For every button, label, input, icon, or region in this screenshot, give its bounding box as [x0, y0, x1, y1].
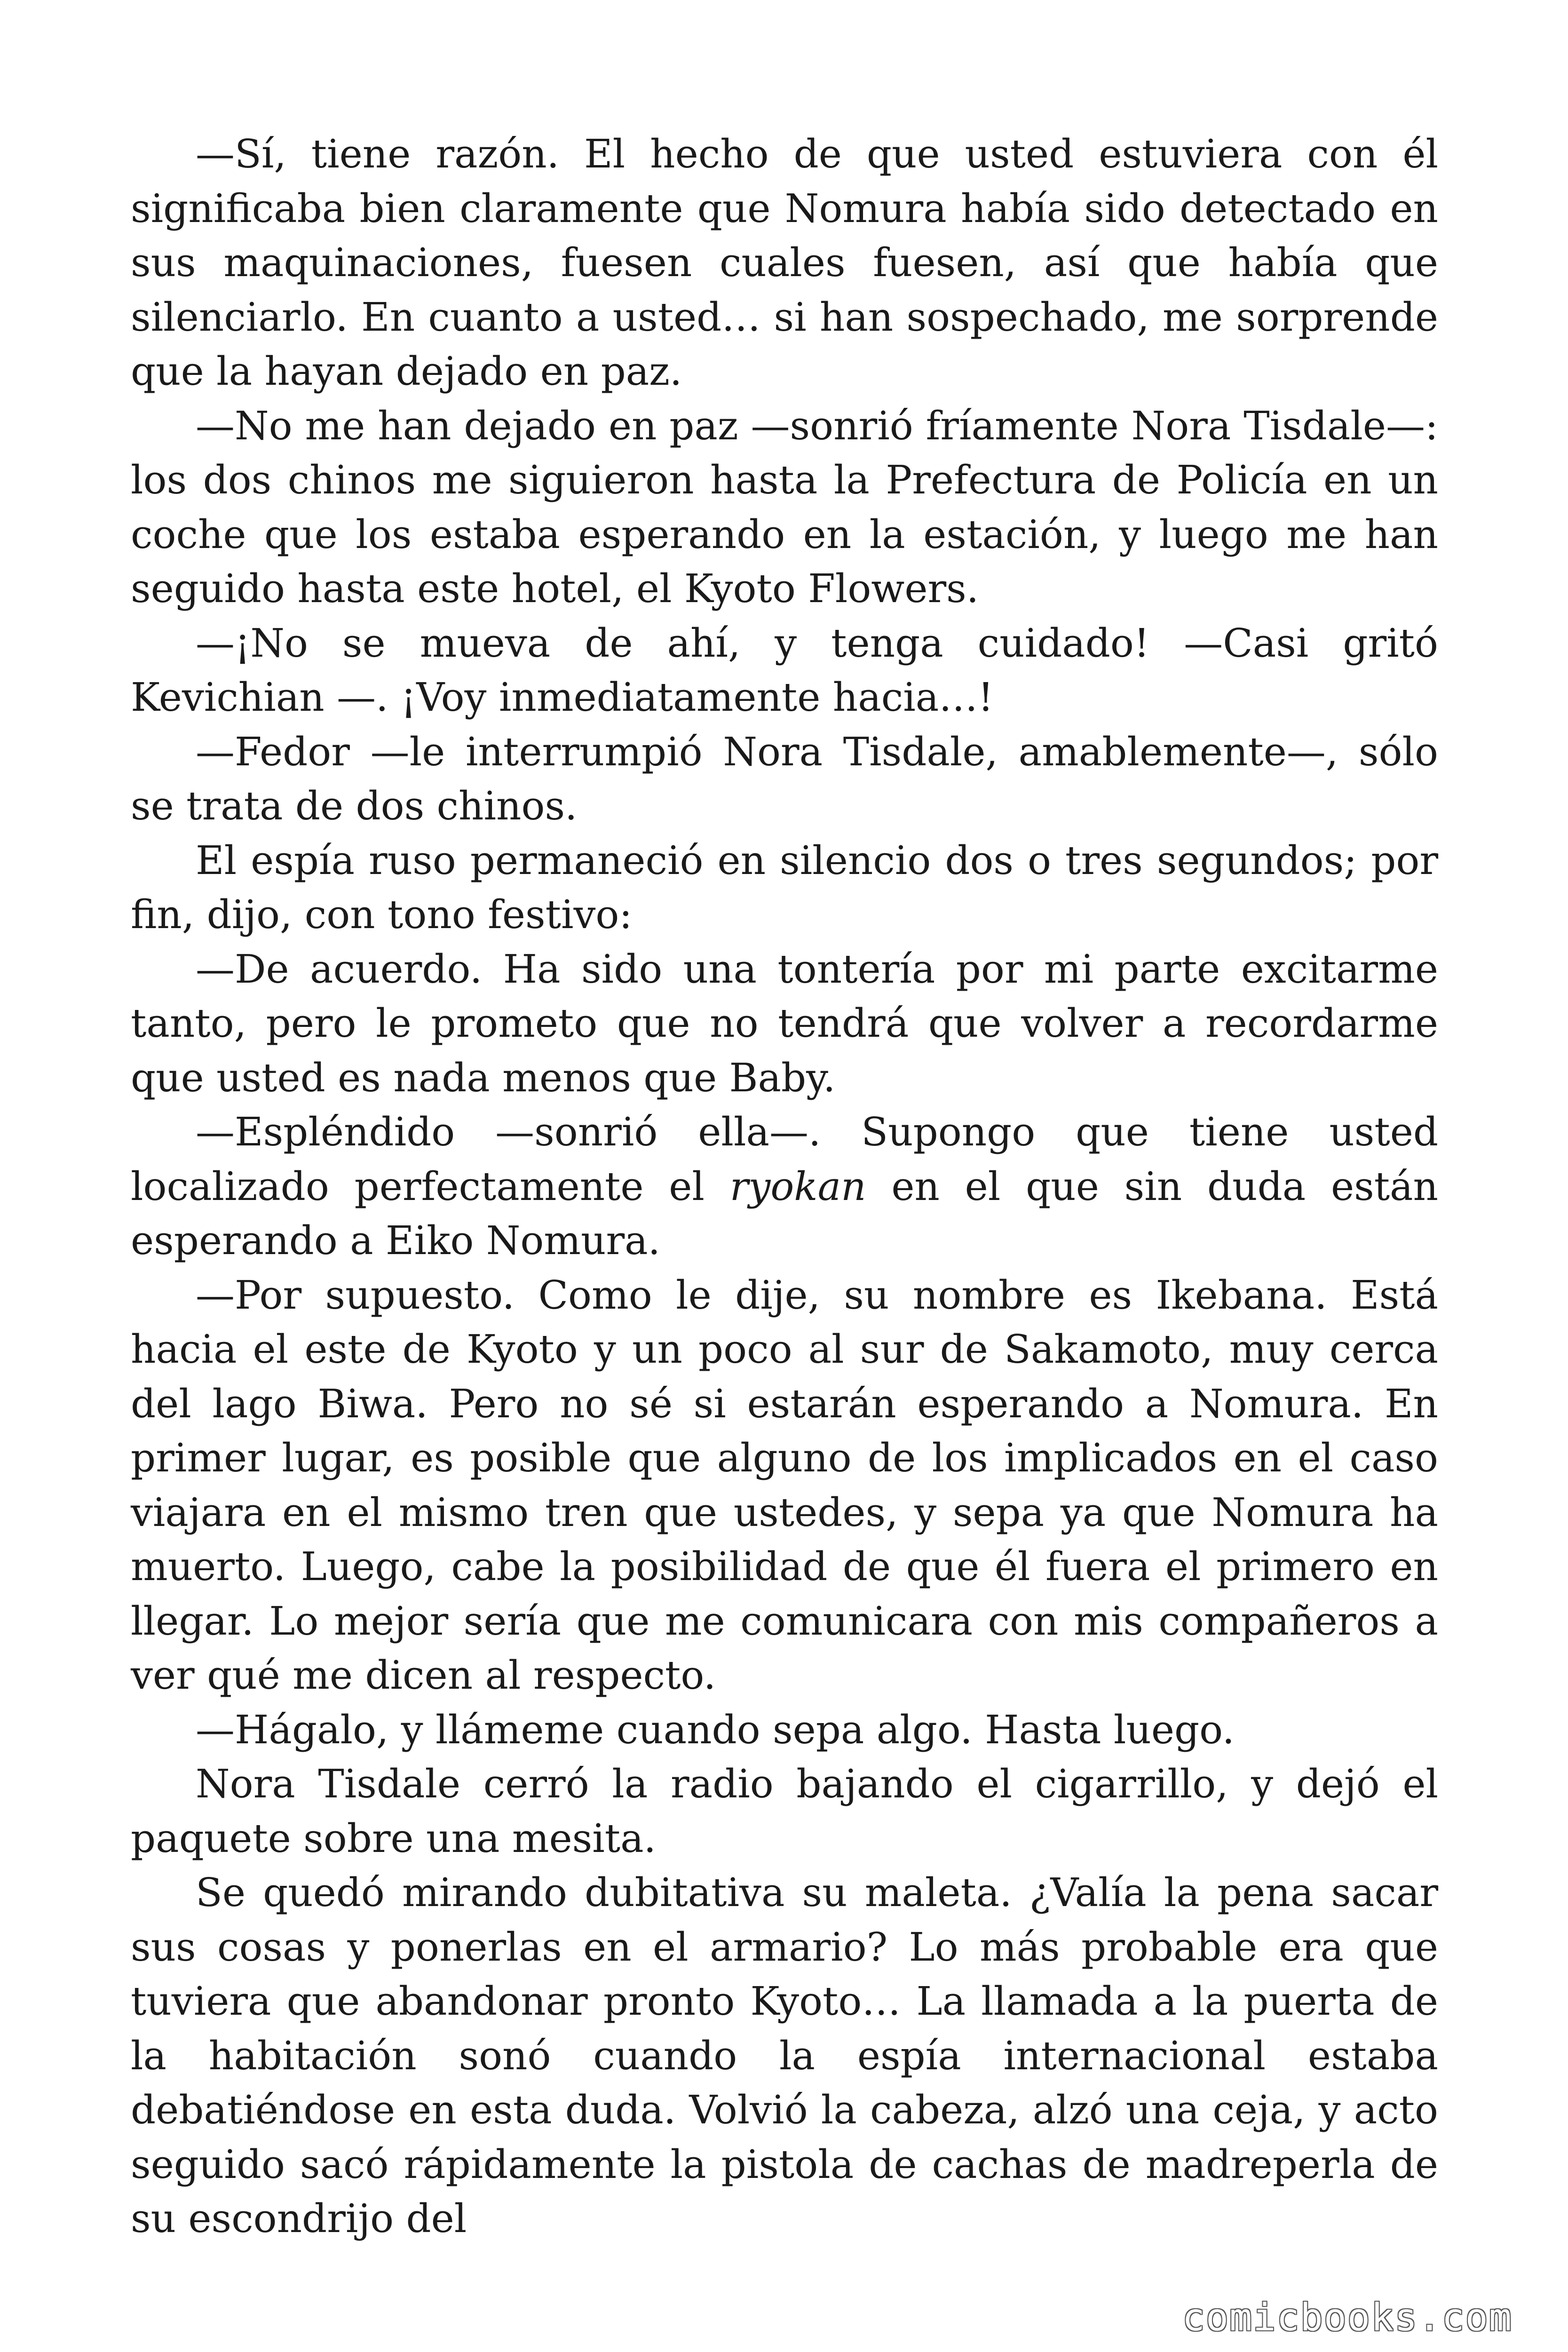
- paragraph-2: —No me han dejado en paz —sonrió fríamente Nora Tisdale—: los dos chinos me siguieron hasta la Prefectura de Policía en un coche que los estaba esperando en la estación, y luego me han seguido hasta este hotel, el Kyoto Flowers.: [131, 403, 1438, 612]
- paragraph-1: —Sí, tiene razón. El hecho de que usted estuviera con él significaba bien claramente que Nomura había sido detectado en sus maquinaciones, fuesen cuales fuesen, así que había que silenciarlo. En cuanto a usted… si han sospechado, me sorprende que la hayan dejado en paz.: [131, 131, 1438, 394]
- body-text: [131, 127, 1438, 2246]
- paragraph-11: Se quedó mirando dubitativa su maleta. ¿Valía la pena sacar sus cosas y ponerlas en el armario? Lo más probable era que tuviera que abandonar pronto Kyoto… La llamada a la puerta de la habitación sonó cuando la espía internacional estaba debatiéndose en esta duda. Volvió la cabeza, alzó una ceja, y acto seguido sacó rápidamente la pistola de cachas de madreperla de su escondrijo del: [131, 1870, 1438, 2241]
- paragraph-8: —Por supuesto. Como le dije, su nombre es Ikebana. Está hacia el este de Kyoto y un poco al sur de Sakamoto, muy cerca del lago Biwa. Pero no sé si estarán esperando a Nomura. En primer lugar, es posible que alguno de los implicados en el caso viajara en el mismo tren que ustedes, y sepa ya que Nomura ha muerto. Luego, cabe la posibilidad de que él fuera el primero en llegar. Lo mejor sería que me comunicara con mis compañeros a ver qué me dicen al respecto.: [131, 1272, 1438, 1698]
- paragraph-3: —¡No se mueva de ahí, y tenga cuidado! —Casi gritó Kevichian —. ¡Voy inmediatamente hacia…!: [131, 620, 1438, 720]
- paragraph-6: —De acuerdo. Ha sido una tontería por mi parte excitarme tanto, pero le prometo que no tendrá que volver a recordarme que usted es nada menos que Baby.: [131, 946, 1438, 1101]
- paragraph-5: El espía ruso permaneció en silencio dos o tres segundos; por fin, dijo, con tono festivo:: [131, 837, 1438, 938]
- paragraph-9: —Hágalo, y llámeme cuando sepa algo. Hasta luego.: [196, 1707, 1235, 1753]
- paragraph-7: [131, 1105, 1438, 1268]
- paragraph-7-after: en el que sin duda están esperando a Eiko Nomura.: [131, 1163, 1438, 1263]
- italic-term-ryokan: ryokan: [729, 1163, 866, 1209]
- watermark: comicbooks.com: [1182, 2296, 1513, 2339]
- paragraph-7-before: —Espléndido —sonrió ella—. Supongo que tiene usted localizado perfectamente el: [131, 1109, 1438, 1209]
- paragraph-4: —Fedor —le interrumpió Nora Tisdale, amablemente—, sólo se trata de dos chinos.: [131, 729, 1438, 829]
- paragraph-10: Nora Tisdale cerró la radio bajando el cigarrillo, y dejó el paquete sobre una mesita.: [131, 1761, 1438, 1861]
